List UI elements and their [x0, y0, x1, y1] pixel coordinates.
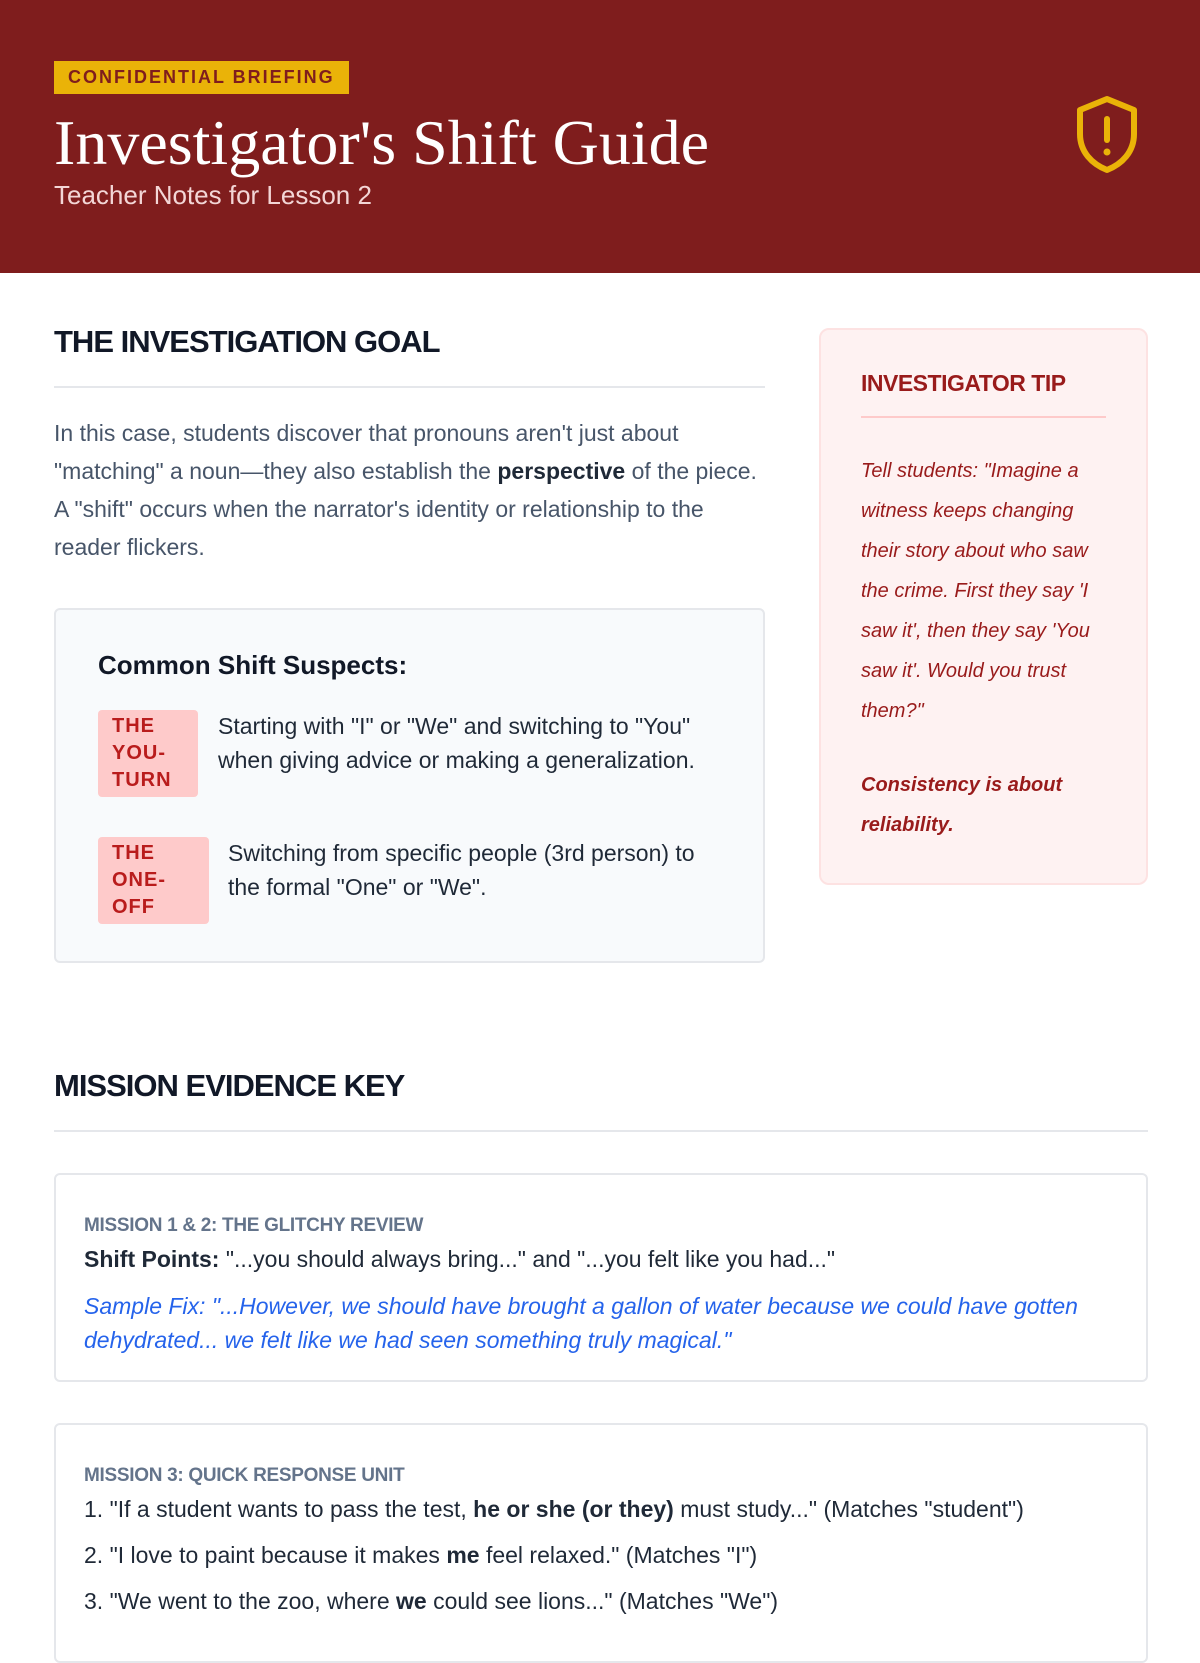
item-number: 2.	[84, 1542, 104, 1568]
response-item	[84, 1492, 1024, 1526]
goal-divider	[54, 386, 765, 388]
shift-points-text: "...you should always bring..." and "...you felt like you had..."	[219, 1246, 836, 1272]
goal-text-end: of the piece. A "shift" occurs when the narrator's identity or relationship to the reader flickers.	[54, 458, 757, 560]
tip-conclusion: Consistency is about reliability.	[861, 774, 1063, 836]
item-number: 1.	[84, 1496, 104, 1522]
you-turn-tag	[98, 710, 198, 797]
evidence-divider	[54, 1130, 1148, 1132]
mission-3-card	[54, 1423, 1148, 1663]
investigator-tip-card	[819, 328, 1148, 885]
item-pronoun: we	[396, 1588, 427, 1614]
evidence-heading: MISSION EVIDENCE KEY	[54, 1068, 405, 1103]
item-number: 3.	[84, 1588, 104, 1614]
response-item	[84, 1584, 778, 1618]
suspects-heading: Common Shift Suspects:	[98, 650, 408, 680]
investigation-goal-section	[54, 320, 765, 566]
shift-points	[84, 1242, 835, 1276]
shift-suspects-box	[54, 608, 765, 963]
item-text: "I love to paint because it makes	[103, 1542, 447, 1568]
tag-line: THE	[112, 842, 155, 864]
item-pronoun: he or she (or they)	[473, 1496, 674, 1522]
item-text: "We went to the zoo, where	[103, 1588, 397, 1614]
item-text: could see lions..." (Matches "We")	[426, 1588, 779, 1614]
item-text: "If a student wants to pass the test,	[103, 1496, 474, 1522]
page-subtitle: Teacher Notes for Lesson 2	[54, 180, 372, 210]
tag-line: TURN	[112, 769, 172, 791]
mission-1-2-card	[54, 1173, 1148, 1382]
goal-text-start: In this case, students discover that pronouns aren't just about "matching" a noun—they also establish the	[54, 420, 679, 484]
mission-3-label: MISSION 3: QUICK RESPONSE UNIT	[84, 1465, 405, 1486]
tip-divider	[861, 416, 1106, 418]
you-turn-description: Starting with "I" or "We" and switching to "You" when giving advice or making a generalization.	[218, 713, 695, 773]
tip-body: Tell students: "Imagine a witness keeps changing their story about who saw the crime. First they say 'I saw it', then they say 'You saw it'. Would you trust them?"	[861, 460, 1090, 722]
tag-line: ONE-	[112, 869, 166, 891]
header-banner	[0, 0, 1200, 273]
response-item	[84, 1538, 757, 1572]
goal-text	[54, 414, 765, 566]
mission-1-2-label: MISSION 1 & 2: THE GLITCHY REVIEW	[84, 1215, 424, 1236]
goal-heading: THE INVESTIGATION GOAL	[54, 324, 440, 359]
tag-line: YOU-	[112, 742, 166, 764]
confidential-badge: CONFIDENTIAL BRIEFING	[54, 61, 349, 94]
tip-heading: INVESTIGATOR TIP	[861, 370, 1066, 396]
item-text: feel relaxed." (Matches "I")	[479, 1542, 758, 1568]
evidence-key-section	[54, 1064, 1148, 1132]
one-off-description: Switching from specific people (3rd person) to the formal "One" or "We".	[228, 840, 695, 900]
tag-line: THE	[112, 715, 155, 737]
shield-alert-icon	[1072, 94, 1142, 174]
item-pronoun: me	[446, 1542, 480, 1568]
shift-points-label: Shift Points:	[84, 1246, 220, 1272]
one-off-tag	[98, 837, 209, 924]
sample-fix: Sample Fix: "...However, we should have brought a gallon of water because we could have gotten dehydrated... we felt like we had seen something truly magical."	[84, 1293, 1078, 1353]
goal-emphasis: perspective	[497, 458, 626, 484]
item-text: must study..." (Matches "student")	[673, 1496, 1024, 1522]
tag-line: OFF	[112, 896, 155, 918]
page-title: Investigator's Shift Guide	[54, 107, 709, 178]
